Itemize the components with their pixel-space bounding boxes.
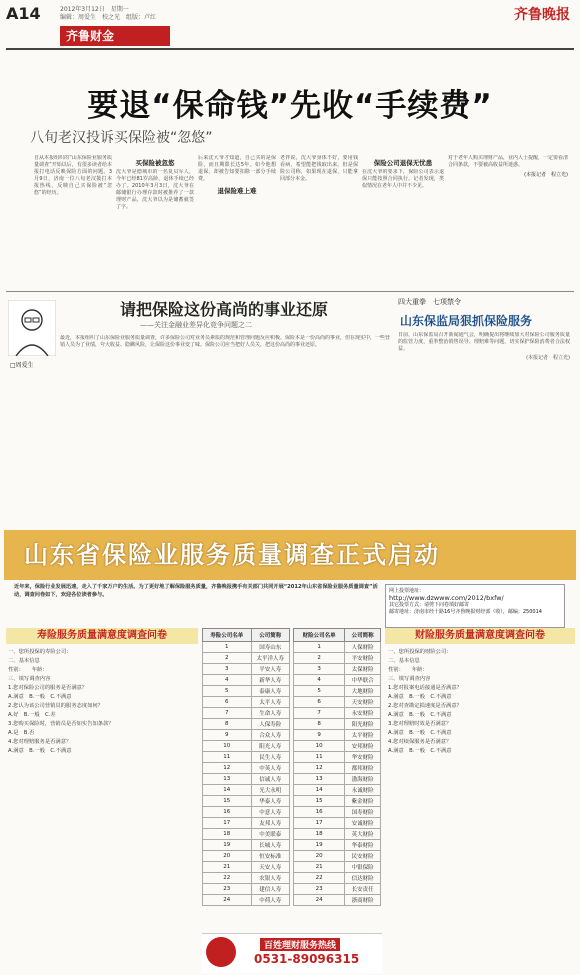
- table-row: [294, 752, 381, 763]
- survey-line: 一、您所投保的寿险公司：: [8, 649, 72, 655]
- company-name: 国寿山东: [251, 642, 289, 653]
- row-number: 12: [203, 763, 252, 774]
- life-survey-form: [8, 648, 196, 968]
- table-row: [203, 752, 290, 763]
- row-number: 21: [203, 862, 252, 873]
- table-row: [203, 686, 290, 697]
- vote-info-line: 其它投票方式：请剪下问卷填好邮寄: [389, 602, 470, 608]
- vote-info-title: 网上投票地址：: [389, 588, 425, 594]
- table-row: [294, 719, 381, 730]
- vote-info-box: [385, 584, 565, 628]
- vote-info-line: 邮寄地址：济南市经十路16号齐鲁晚报财经部（收），邮编：250014: [389, 609, 542, 615]
- table-row: [203, 851, 290, 862]
- row-number: 4: [294, 675, 345, 686]
- page-number: A14: [6, 4, 41, 23]
- survey-line: A.满意 B.一般 C.不满意: [388, 712, 452, 718]
- row-number: 17: [203, 818, 252, 829]
- company-name: 中英人寿: [251, 763, 289, 774]
- article1-column-2: [116, 155, 194, 285]
- company-name: 平安财险: [345, 653, 381, 664]
- row-number: 15: [203, 796, 252, 807]
- company-name: 长安责任: [345, 884, 381, 895]
- table-row: [203, 785, 290, 796]
- article1-text: 自从本报组织的“山东保险业服务质量调查”开始以后，有很多读者给本报打电话反映保险方面的问题。3月9日，济南一位八旬老汉拨打本报热线，反映自己买保险被“忽悠”的经历。: [34, 155, 112, 196]
- survey-line: 三、填写调查内容: [8, 676, 51, 682]
- table-header: 寿险公司名单: [203, 629, 252, 642]
- company-name: 农银人寿: [251, 873, 289, 884]
- section-divider: [6, 291, 574, 292]
- row-number: 23: [294, 884, 345, 895]
- row-number: 22: [203, 873, 252, 884]
- table-row: [294, 785, 381, 796]
- table-row: [203, 796, 290, 807]
- article1-text: 沈大爷是德城市的一名复员军人，今年已经81岁高龄，退休手续已经办了。2010年3月3日，沈大爷在邮储银行办理存款时被推荐了一款理财产品，沈大爷以为是储蓄就签了字。: [116, 169, 194, 210]
- company-name: 信诚人寿: [251, 774, 289, 785]
- hotline-title: 百姓理财服务热线: [260, 938, 340, 951]
- company-name: 华泰财险: [345, 840, 381, 851]
- company-name: 国寿财险: [345, 807, 381, 818]
- company-name: 永诚财险: [345, 785, 381, 796]
- table-row: [294, 840, 381, 851]
- survey-intro: 近年来，保险行业发展迅速，走入了千家万户的生活。为了更好地了解保险服务质量，齐鲁晚报携手有关部门共同开展“2012年山东省保险业服务质量调查”活动，调查问卷如下，欢迎各位读者参与。: [14, 584, 378, 598]
- company-name: 都邦财险: [345, 763, 381, 774]
- table-header: 财险公司名单: [294, 629, 345, 642]
- article3-kicker: 四大重拳 七项禁令: [398, 298, 461, 306]
- table-row: [294, 763, 381, 774]
- table-row: [294, 774, 381, 785]
- row-number: 2: [294, 653, 345, 664]
- article1-column-5: [362, 155, 444, 285]
- company-name: 太平财险: [345, 730, 381, 741]
- company-name: 永安财险: [345, 708, 381, 719]
- company-name: 太保财险: [345, 664, 381, 675]
- company-name: 恒安标准: [251, 851, 289, 862]
- row-number: 8: [203, 719, 252, 730]
- row-number: 18: [203, 829, 252, 840]
- table-row: [294, 697, 381, 708]
- table-row: [203, 862, 290, 873]
- row-number: 22: [294, 873, 345, 884]
- company-name: 紫金财险: [345, 796, 381, 807]
- life-survey-title: 寿险服务质量满意度调查问卷: [6, 628, 198, 644]
- row-number: 5: [203, 686, 252, 697]
- property-survey-form: [388, 648, 574, 968]
- table-row: [203, 818, 290, 829]
- row-number: 9: [294, 730, 345, 741]
- table-row: [203, 675, 290, 686]
- row-number: 12: [294, 763, 345, 774]
- survey-line: A.满意 B.一般 C.不满意: [388, 730, 452, 736]
- row-number: 23: [203, 884, 252, 895]
- table-row: [294, 829, 381, 840]
- table-row: [203, 840, 290, 851]
- survey-line: 一、您所投保的财险公司：: [388, 649, 452, 655]
- company-name: 太平洋人寿: [251, 653, 289, 664]
- survey-line: 2.您认为该公司营销员的服务态度如何？: [8, 703, 104, 709]
- company-name: 新华人寿: [251, 675, 289, 686]
- row-number: 8: [294, 719, 345, 730]
- life-insurer-rows: [203, 642, 290, 906]
- table-header: 公司简称: [251, 629, 289, 642]
- table-row: [203, 763, 290, 774]
- row-number: 19: [294, 840, 345, 851]
- survey-line: A.满意 B.一般 C.不满意: [388, 748, 452, 754]
- edition-meta: [60, 6, 156, 22]
- article2-subtitle: ——关注金融业差异化竞争问题之二: [140, 321, 252, 329]
- table-row: [203, 708, 290, 719]
- row-number: 9: [203, 730, 252, 741]
- company-name: 光大永明: [251, 785, 289, 796]
- table-row: [294, 884, 381, 895]
- table-header: 公司简称: [345, 629, 381, 642]
- table-row: [294, 675, 381, 686]
- company-name: 英大财险: [345, 829, 381, 840]
- table-row: [203, 884, 290, 895]
- table-row: [203, 895, 290, 906]
- company-name: 浙商财险: [345, 895, 381, 906]
- company-name: 天安财险: [345, 697, 381, 708]
- row-number: 7: [203, 708, 252, 719]
- article3-text: 日前，山东保监局召开新闻通气会，明确提出将继续加大对保险公司服务质量的监管力度，重拳整治销售误导、理赔难等问题，切实保护保险消费者合法权益。: [398, 332, 570, 352]
- company-name: 中美联泰: [251, 829, 289, 840]
- article1-text: 老伴说，沈大爷身体不好，要用钱看病，希望能把钱取出来。但是保险公司称，如果现在退保，只能拿回部分本金。: [280, 155, 358, 182]
- company-name: 合众人寿: [251, 730, 289, 741]
- article1-subhead: 保险公司退保无忧患: [373, 159, 433, 167]
- survey-line: A.满意 B.一般 C.不满意: [8, 748, 72, 754]
- table-row: [203, 829, 290, 840]
- article2-body: [60, 335, 390, 515]
- edition-date: 2012年3月12日 星期一: [60, 6, 129, 13]
- row-number: 14: [294, 785, 345, 796]
- company-name: 大地财险: [345, 686, 381, 697]
- company-name: 民生人寿: [251, 752, 289, 763]
- article1-subhead: 退保险难上难: [217, 187, 257, 195]
- survey-banner-title: 山东省保险业服务质量调查正式启动: [24, 541, 440, 569]
- headline-subtitle: 八旬老汉投诉买保险被“忽悠”: [30, 130, 213, 146]
- row-number: 20: [203, 851, 252, 862]
- survey-line: 性别： 年龄：: [388, 667, 428, 673]
- company-name: 中银保险: [345, 862, 381, 873]
- company-name: 阳光财险: [345, 719, 381, 730]
- property-survey-title: 财险服务质量满意度调查问卷: [385, 628, 575, 644]
- hotline-logo-icon: [206, 937, 236, 967]
- company-name: 中荷人寿: [251, 895, 289, 906]
- table-row: [203, 719, 290, 730]
- article2-text: 最近，本报组织了山东保险业服务质量调查，许多保险公司对业务员素质的规范和管理问题反应积极。保险本是一份高尚的事业，但在现实中，一些营销人员为了业绩，夸大收益、隐瞒风险，让保险这份事业变了味。保险公司应当把好人员关，把这份高尚的事业还原。: [60, 335, 390, 348]
- row-number: 16: [294, 807, 345, 818]
- row-number: 4: [203, 675, 252, 686]
- table-row: [203, 697, 290, 708]
- row-number: 15: [294, 796, 345, 807]
- table-row: [294, 851, 381, 862]
- article3-title: 山东保监局狠抓保险服务: [400, 314, 533, 328]
- row-number: 17: [294, 818, 345, 829]
- company-name: 友邦人寿: [251, 818, 289, 829]
- table-row: [294, 862, 381, 873]
- table-row: [294, 895, 381, 906]
- row-number: 2: [203, 653, 252, 664]
- table-row: [203, 642, 290, 653]
- row-number: 11: [294, 752, 345, 763]
- survey-line: 4.您对续保服务是否满意？: [388, 739, 452, 745]
- company-name: 中意人寿: [251, 807, 289, 818]
- article1-text: 后来沈大爷才知道，自己买的是保险，而且期限长达5年。如今他想退保，却被告知要扣除一部分手续费。: [198, 155, 276, 182]
- company-name: 平安人寿: [251, 664, 289, 675]
- survey-line: 3.您对理赔时效是否满意？: [388, 721, 452, 727]
- table-row: [203, 873, 290, 884]
- row-number: 24: [294, 895, 345, 906]
- table-row: [203, 664, 290, 675]
- row-number: 3: [203, 664, 252, 675]
- row-number: 16: [203, 807, 252, 818]
- row-number: 13: [294, 774, 345, 785]
- company-name: 建信人寿: [251, 884, 289, 895]
- table-row: [294, 741, 381, 752]
- table-row: [294, 642, 381, 653]
- article1-column-1: [34, 155, 112, 285]
- survey-line: 性别： 年龄：: [8, 667, 48, 673]
- company-name: 人保寿险: [251, 719, 289, 730]
- company-name: 天安人寿: [251, 862, 289, 873]
- article1-column-6: [448, 155, 568, 285]
- row-number: 18: [294, 829, 345, 840]
- table-row: [294, 686, 381, 697]
- survey-line: A.满意 B.一般 C.不满意: [388, 694, 452, 700]
- article3-body: [398, 332, 570, 512]
- article2-title: 请把保险这份高尚的事业还原: [120, 300, 329, 319]
- company-name: 安诚财险: [345, 818, 381, 829]
- company-name: 安邦财险: [345, 741, 381, 752]
- row-number: 6: [294, 697, 345, 708]
- article1-text: 对于老年人购买理财产品，业内人士提醒，一定要看清合同条款，不要被高收益所迷惑。: [448, 155, 568, 168]
- row-number: 5: [294, 686, 345, 697]
- table-row: [294, 730, 381, 741]
- company-name: 华泰人寿: [251, 796, 289, 807]
- table-row: [203, 730, 290, 741]
- headline: 要退“保命钱”先收“手续费”: [87, 88, 493, 124]
- row-number: 6: [203, 697, 252, 708]
- company-name: 渤海财险: [345, 774, 381, 785]
- article1-byline: (本报记者 程立光): [524, 172, 568, 178]
- survey-line: 3.您购买保险时，营销员是否如实告知条款？: [8, 721, 114, 727]
- survey-line: A.满意 B.一般 C.不满意: [8, 694, 72, 700]
- company-name: 人保财险: [345, 642, 381, 653]
- company-name: 华安财险: [345, 752, 381, 763]
- row-number: 10: [294, 741, 345, 752]
- property-insurer-table: [293, 628, 381, 906]
- survey-line: 二、基本信息: [8, 658, 40, 664]
- row-number: 11: [203, 752, 252, 763]
- row-number: 21: [294, 862, 345, 873]
- row-number: 19: [203, 840, 252, 851]
- table-row: [203, 807, 290, 818]
- property-insurer-rows: [294, 642, 381, 906]
- table-row: [294, 664, 381, 675]
- section-label: 齐鲁财金: [60, 26, 170, 46]
- company-name: 生命人寿: [251, 708, 289, 719]
- company-name: 阳光人寿: [251, 741, 289, 752]
- table-row: [203, 774, 290, 785]
- article1-text: 在沈大爷的要求下，保险公司表示退保只能按照合同执行。记者发现，类似情况在老年人中并不少见。: [362, 169, 444, 189]
- table-row: [294, 796, 381, 807]
- survey-line: 三、填写调查内容: [388, 676, 431, 682]
- table-row: [294, 708, 381, 719]
- company-name: 信达财险: [345, 873, 381, 884]
- article1-column-4: [280, 155, 358, 285]
- newspaper-logo: 齐鲁晚报: [514, 7, 570, 23]
- survey-line: 4.您对理赔服务是否满意？: [8, 739, 72, 745]
- row-number: 13: [203, 774, 252, 785]
- survey-line: A.好 B.一般 C.差: [8, 712, 56, 718]
- article1-subhead: 买保险被忽悠: [135, 159, 175, 167]
- row-number: 20: [294, 851, 345, 862]
- table-row: [203, 741, 290, 752]
- row-number: 1: [203, 642, 252, 653]
- table-row: [294, 818, 381, 829]
- table-row: [294, 873, 381, 884]
- survey-line: 二、基本信息: [388, 658, 420, 664]
- survey-line: 2.您对查勘定损速度是否满意？: [388, 703, 462, 709]
- row-number: 14: [203, 785, 252, 796]
- row-number: 3: [294, 664, 345, 675]
- survey-line: 1.您对保险公司的服务是否满意？: [8, 685, 88, 691]
- author-portrait-icon: [8, 300, 56, 356]
- company-name: 民安财险: [345, 851, 381, 862]
- survey-line: 1.您对报案电话接通是否满意？: [388, 685, 462, 691]
- row-number: 10: [203, 741, 252, 752]
- author-name: □周爱生: [10, 362, 34, 369]
- article3-byline: (本报记者 程立光): [526, 355, 570, 361]
- row-number: 1: [294, 642, 345, 653]
- company-name: 中华联合: [345, 675, 381, 686]
- header-rule: [6, 48, 574, 50]
- hotline-number: 0531-89096315: [254, 952, 360, 966]
- company-name: 泰康人寿: [251, 686, 289, 697]
- row-number: 24: [203, 895, 252, 906]
- table-row: [203, 653, 290, 664]
- life-insurer-table: [202, 628, 290, 906]
- company-name: 太平人寿: [251, 697, 289, 708]
- editor-credits: 编辑：周爱生 校之光 组版：卢红: [60, 14, 157, 21]
- vote-url-link[interactable]: http://www.dzwww.com/2012/bxfw/: [389, 594, 504, 602]
- survey-line: A.是 B.否: [8, 730, 35, 736]
- company-name: 长城人寿: [251, 840, 289, 851]
- article1-column-3: [198, 155, 276, 285]
- table-row: [294, 807, 381, 818]
- row-number: 7: [294, 708, 345, 719]
- table-row: [294, 653, 381, 664]
